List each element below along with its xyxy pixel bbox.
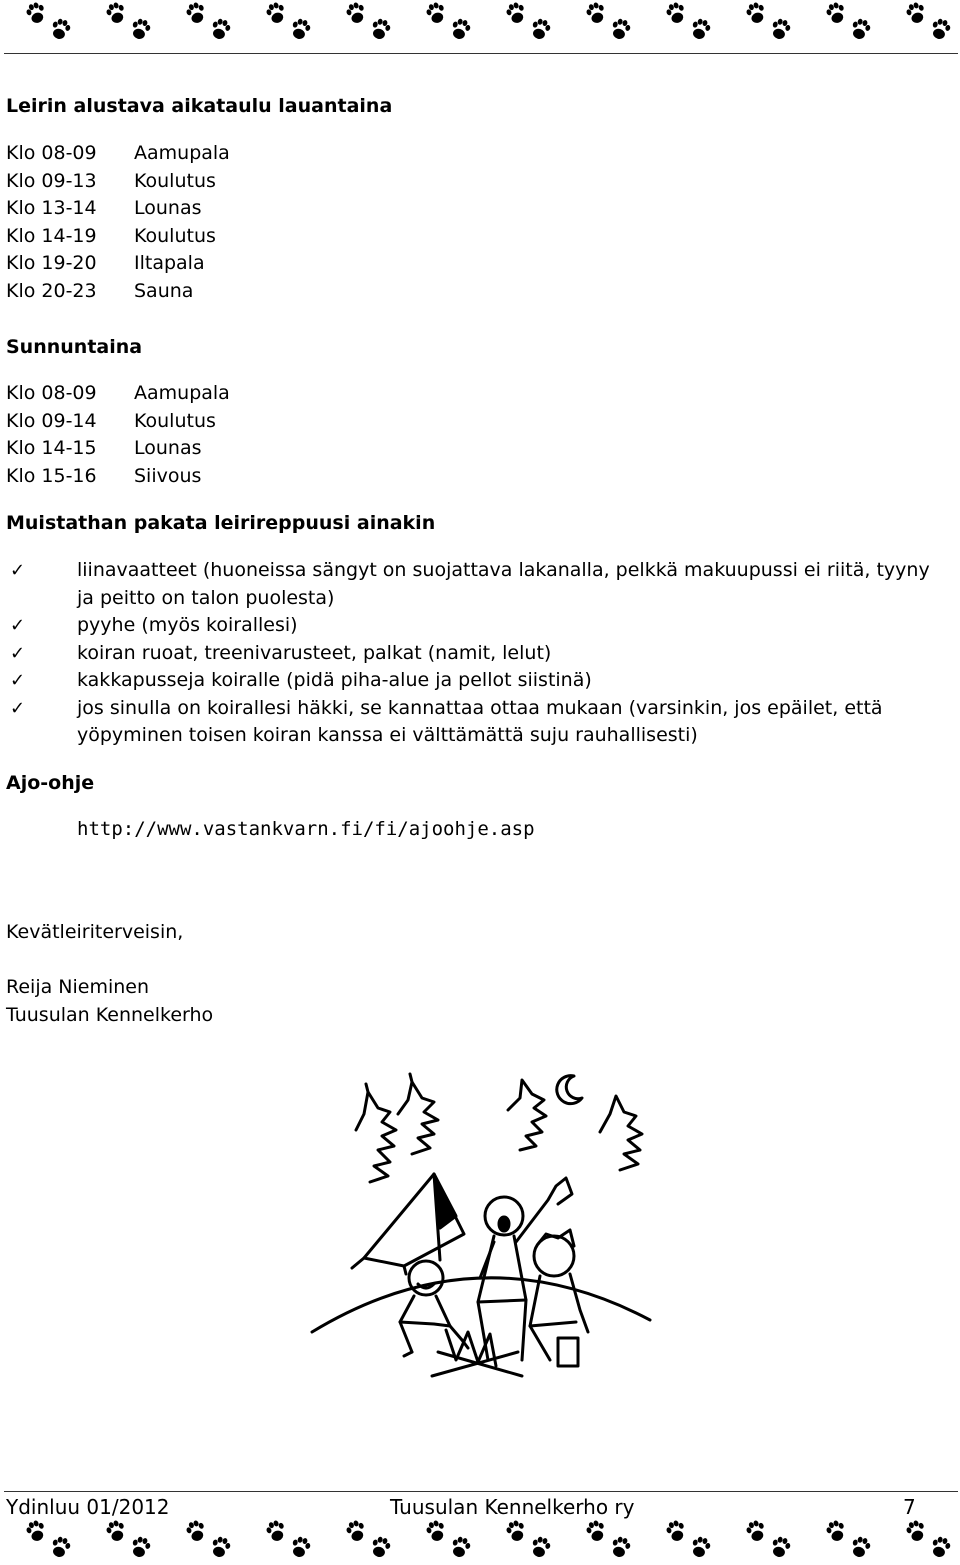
checkmark-icon: ✓ — [10, 642, 26, 664]
paw-print-icon — [24, 0, 48, 25]
list-item-text: jos sinulla on koirallesi häkki, se kannattaa ottaa mukaan (varsinkin, jos epäilet, että yöpyminen toisen koiran kanssa ei välttämättä suju rauhallisesti) — [77, 696, 883, 746]
schedule-activity: Aamupala — [134, 142, 230, 164]
packing-list — [6, 557, 946, 750]
paw-print-icon — [450, 17, 472, 41]
paw-print-icon — [290, 17, 312, 41]
list-item — [6, 612, 946, 640]
paw-print-icon — [824, 1518, 848, 1543]
paw-print-icon — [930, 17, 952, 41]
schedule-time: Klo 08-09 — [6, 142, 97, 164]
paw-print-icon — [210, 17, 232, 41]
paw-print-icon — [744, 1518, 768, 1543]
list-item-text: kakkapusseja koiralle (pidä piha-alue ja pellot siistinä) — [77, 669, 592, 691]
paw-print-icon — [610, 1535, 632, 1559]
schedule-time: Klo 09-14 — [6, 409, 97, 432]
list-item — [6, 557, 946, 612]
paw-print-icon — [370, 1535, 392, 1559]
saturday-heading: Leirin alustava aikataulu lauantaina — [6, 95, 393, 117]
paw-print-icon — [770, 17, 792, 41]
paw-print-icon — [824, 0, 848, 25]
schedule-time: Klo 08-09 — [6, 382, 97, 404]
sunday-schedule — [6, 380, 230, 490]
footer-rule — [4, 1491, 958, 1492]
paw-print-icon — [344, 1518, 368, 1543]
paw-print-icon — [504, 0, 528, 25]
paw-print-icon — [184, 1518, 208, 1543]
paw-print-icon — [770, 1535, 792, 1559]
paw-print-icon — [290, 1535, 312, 1559]
schedule-activity: Koulutus — [134, 224, 216, 247]
camping-kids-campfire-icon — [308, 1070, 653, 1390]
list-item-text: koiran ruoat, treenivarusteet, palkat (namit, lelut) — [77, 641, 552, 664]
paw-print-icon — [690, 1535, 712, 1559]
paw-print-icon — [850, 1535, 872, 1559]
paw-print-icon — [930, 1535, 952, 1559]
paw-print-icon — [264, 1518, 288, 1543]
schedule-time: Klo 19-20 — [6, 252, 97, 274]
schedule-row — [6, 223, 230, 251]
list-item-text: pyyhe (myös koirallesi) — [77, 614, 298, 636]
directions-heading: Ajo-ohje — [6, 772, 95, 794]
schedule-activity: Lounas — [134, 197, 202, 219]
paw-print-icon — [424, 1518, 448, 1543]
schedule-time: Klo 20-23 — [6, 279, 97, 302]
paw-print-icon — [850, 17, 872, 41]
paw-print-icon — [104, 0, 128, 25]
paw-print-icon — [130, 17, 152, 41]
paw-print-icon — [50, 17, 72, 41]
schedule-time: Klo 09-13 — [6, 169, 97, 192]
list-item — [6, 695, 946, 750]
footer-page-number: 7 — [903, 1495, 916, 1519]
paw-print-icon — [610, 17, 632, 41]
schedule-row — [6, 140, 230, 168]
paw-print-icon — [424, 0, 448, 25]
schedule-row — [6, 435, 230, 463]
paw-print-icon — [104, 1518, 128, 1543]
schedule-time: Klo 14-19 — [6, 224, 97, 247]
checkmark-icon: ✓ — [10, 560, 26, 581]
schedule-row — [6, 168, 230, 196]
paw-print-icon — [664, 1518, 688, 1543]
packing-heading: Muistathan pakata leirireppuusi ainakin — [6, 512, 436, 534]
schedule-activity: Siivous — [134, 464, 202, 487]
paw-print-icon — [370, 17, 392, 41]
schedule-row — [6, 250, 230, 278]
schedule-activity: Koulutus — [134, 409, 216, 432]
schedule-time: Klo 15-16 — [6, 464, 97, 487]
footer-issue: Ydinluu 01/2012 — [6, 1495, 170, 1519]
paw-print-icon — [210, 1535, 232, 1559]
schedule-activity: Aamupala — [134, 382, 230, 404]
paw-print-icon — [690, 17, 712, 41]
paw-print-icon — [504, 1518, 528, 1543]
paw-print-icon — [584, 0, 608, 25]
schedule-row — [6, 463, 230, 491]
schedule-activity: Sauna — [134, 279, 194, 302]
paw-print-icon — [450, 1535, 472, 1559]
paw-print-border-top — [0, 0, 960, 46]
checkmark-icon: ✓ — [10, 670, 26, 691]
list-item — [6, 667, 946, 695]
schedule-row — [6, 278, 230, 306]
signature-org: Tuusulan Kennelkerho — [6, 1004, 214, 1026]
paw-print-icon — [904, 1518, 928, 1543]
directions-link[interactable]: http://www.vastankvarn.fi/fi/ajoohje.asp — [77, 818, 535, 840]
footer-publisher: Tuusulan Kennelkerho ry — [390, 1495, 635, 1519]
paw-print-icon — [530, 1535, 552, 1559]
schedule-row — [6, 408, 230, 436]
list-item — [6, 640, 946, 668]
paw-print-icon — [184, 0, 208, 25]
paw-print-icon — [744, 0, 768, 25]
schedule-time: Klo 14-15 — [6, 437, 97, 459]
paw-print-icon — [344, 0, 368, 25]
list-item-text: liinavaatteet (huoneissa sängyt on suojattava lakanalla, pelkkä makuupussi ei riitä, tyyny ja peitto on talon puolesta) — [77, 559, 930, 609]
closing-greeting: Kevätleiriterveisin, — [6, 921, 184, 943]
paw-print-icon — [530, 17, 552, 41]
header-rule — [4, 53, 958, 54]
signature-name: Reija Nieminen — [6, 976, 150, 998]
paw-print-icon — [264, 0, 288, 25]
schedule-row — [6, 195, 230, 223]
sunday-heading: Sunnuntaina — [6, 336, 143, 358]
schedule-time: Klo 13-14 — [6, 197, 97, 219]
paw-print-icon — [904, 0, 928, 25]
schedule-activity: Lounas — [134, 437, 202, 459]
schedule-row — [6, 380, 230, 408]
paw-print-icon — [24, 1518, 48, 1543]
checkmark-icon: ✓ — [10, 615, 26, 636]
paw-print-border-bottom — [0, 1518, 960, 1564]
paw-print-icon — [50, 1535, 72, 1559]
schedule-activity: Koulutus — [134, 169, 216, 192]
paw-print-icon — [664, 0, 688, 25]
schedule-activity: Iltapala — [134, 252, 205, 274]
paw-print-icon — [130, 1535, 152, 1559]
checkmark-icon: ✓ — [10, 697, 26, 719]
paw-print-icon — [584, 1518, 608, 1543]
saturday-schedule — [6, 140, 230, 305]
